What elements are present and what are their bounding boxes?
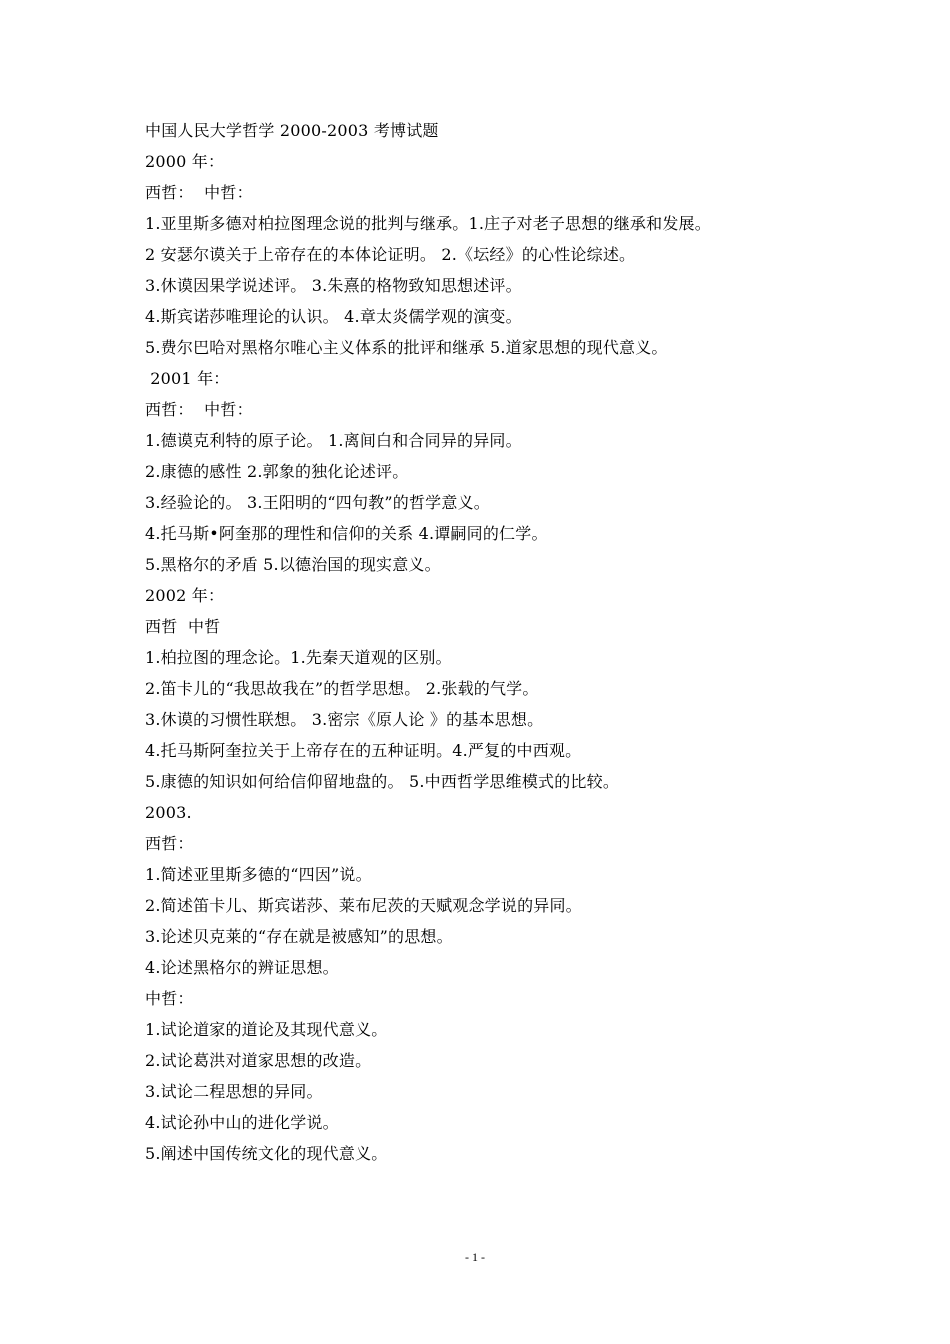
question-line: 5.费尔巴哈对黑格尔唯心主义体系的批评和继承 5.道家思想的现代意义。: [145, 338, 668, 357]
year-heading-2002: 2002 年：: [145, 586, 225, 605]
question-line: 3.经验论的。 3.王阳明的“四句教”的哲学意义。: [145, 493, 490, 512]
question-line: 1.试论道家的道论及其现代意义。: [145, 1020, 388, 1039]
question-line: 2.笛卡儿的“我思故我在”的哲学思想。 2.张载的气学。: [145, 679, 539, 698]
year-heading-2000: 2000 年：: [145, 152, 225, 171]
section-headings-2001: 西哲： 中哲：: [145, 400, 253, 419]
question-line: 3.论述贝克莱的“存在就是被感知”的思想。: [145, 927, 453, 946]
question-line: 3.试论二程思想的异同。: [145, 1082, 323, 1101]
question-line: 5.阐述中国传统文化的现代意义。: [145, 1144, 388, 1163]
question-line: 2.试论葛洪对道家思想的改造。: [145, 1051, 372, 1070]
question-line: 4.斯宾诺莎唯理论的认识。 4.章太炎儒学观的演变。: [145, 307, 522, 326]
question-line: 5.黑格尔的矛盾 5.以德治国的现实意义。: [145, 555, 441, 574]
year-heading-2003: 2003.: [145, 803, 192, 822]
question-line: 1.德谟克利特的原子论。 1.离间白和合同异的异同。: [145, 431, 522, 450]
question-line: 4.托马斯阿奎拉关于上帝存在的五种证明。4.严复的中西观。: [145, 741, 582, 760]
section-heading-chinese: 中哲：: [145, 989, 194, 1008]
question-line: 4.试论孙中山的进化学说。: [145, 1113, 339, 1132]
question-line: 2 安瑟尔谟关于上帝存在的本体论证明。 2.《坛经》的心性论综述。: [145, 245, 636, 264]
section-headings-2002: 西哲 中哲: [145, 617, 221, 636]
question-line: 1.柏拉图的理念论。1.先秦天道观的区别。: [145, 648, 452, 667]
question-line: 2.简述笛卡儿、斯宾诺莎、莱布尼茨的天赋观念学说的异同。: [145, 896, 582, 915]
section-heading-western: 西哲：: [145, 834, 194, 853]
question-line: 1.亚里斯多德对柏拉图理念说的批判与继承。1.庄子对老子思想的继承和发展。: [145, 214, 711, 233]
question-line: 3.休谟因果学说述评。 3.朱熹的格物致知思想述评。: [145, 276, 522, 295]
question-line: 5.康德的知识如何给信仰留地盘的。 5.中西哲学思维模式的比较。: [145, 772, 620, 791]
document-body: [145, 115, 845, 1169]
document-title: 中国人民大学哲学 2000-2003 考博试题: [145, 121, 439, 140]
year-heading-2001: 2001 年：: [145, 369, 230, 388]
question-line: 3.休谟的习惯性联想。 3.密宗《原人论 》的基本思想。: [145, 710, 544, 729]
question-line: 2.康德的感性 2.郭象的独化论述评。: [145, 462, 409, 481]
page-number: - 1 -: [465, 1250, 485, 1264]
section-headings-2000: 西哲： 中哲：: [145, 183, 253, 202]
question-line: 4.论述黑格尔的辨证思想。: [145, 958, 339, 977]
question-line: 1.简述亚里斯多德的“四因”说。: [145, 865, 372, 884]
question-line: 4.托马斯•阿奎那的理性和信仰的关系 4.谭嗣同的仁学。: [145, 524, 548, 543]
